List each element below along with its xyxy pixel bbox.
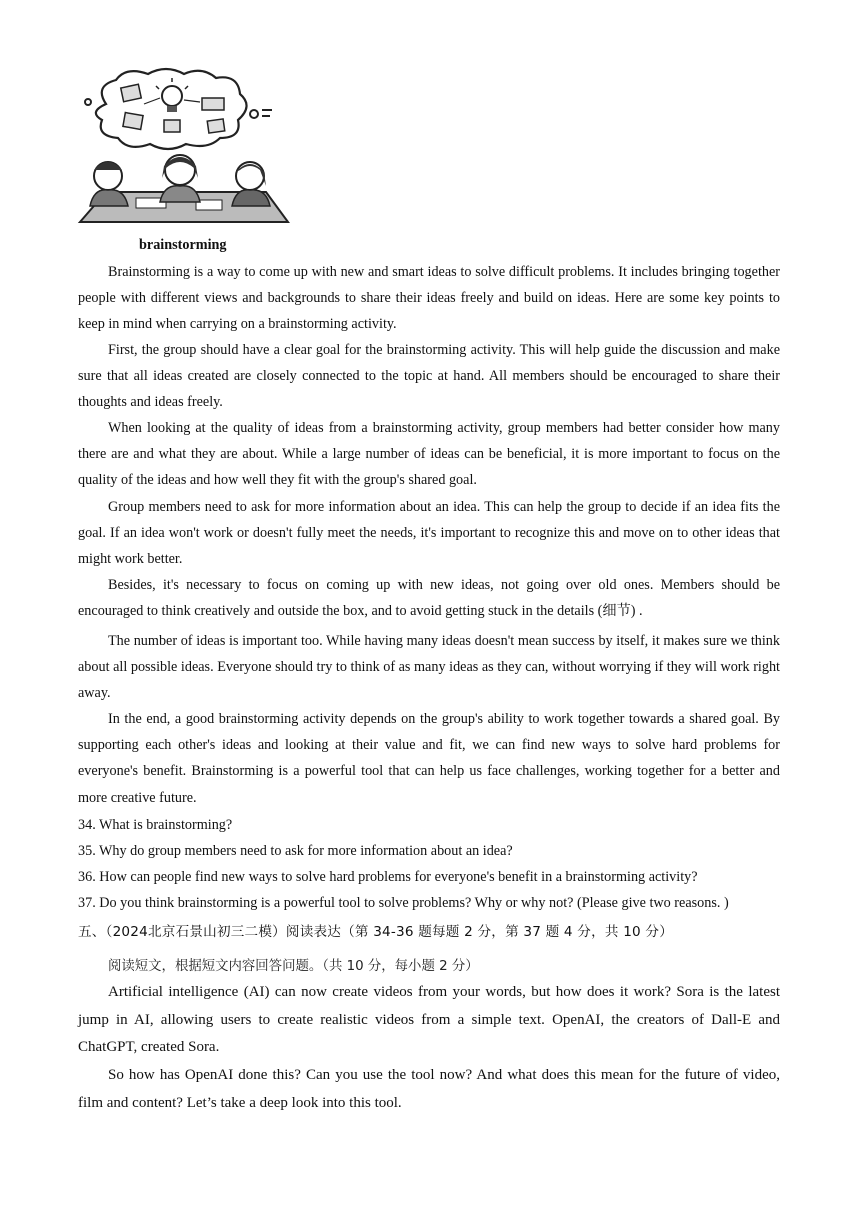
paragraph-conclusion: In the end, a good brainstorming activity depends on the group's ability to work together towards a shared goal. By supporting each other's ideas and looking at their value and fit, we can find new ways to solve hard problems for everyone's benefit. Brainstorming is a powerful tool that can help us face challenges, working together for a better and more creative future.: [78, 711, 780, 806]
brainstorming-illustration: [76, 64, 290, 226]
paragraph-goal: First, the group should have a clear goal for the brainstorming activity. This will help guide the discussion and make sure that all ideas created are closely connected to the topic at hand. All members should be encouraged to share their thoughts and ideas freely.: [78, 342, 780, 411]
section-instruction: 阅读短文，根据短文内容回答问题。（共 10 分，每小题 2 分）: [108, 959, 479, 974]
paragraph-intro: Brainstorming is a way to come up with new and smart ideas to solve difficult problems. It includes bringing together people with different views and backgrounds to share their ideas freely and build on ideas. Here are some key points to keep in mind when carrying on a brainstorming activity.: [78, 264, 780, 333]
paragraph-sora-questions: So how has OpenAI done this? Can you use the tool now? And what does this mean for the future of video, film and content? Let’s take a deep look into this tool.: [78, 1067, 780, 1111]
section-heading: 五、（2024北京石景山初三二模）阅读表达（第 34-36 题每题 2 分，第 37 题 4 分，共 10 分）: [78, 924, 674, 940]
question-35: 35. Why do group members need to ask for more information about an idea?: [78, 843, 513, 859]
question-36: 36. How can people find new ways to solve hard problems for everyone's benefit in a brainstorming activity?: [78, 869, 698, 885]
question-37: 37. Do you think brainstorming is a powerful tool to solve problems? Why or why not? (Please give two reasons. ): [78, 895, 729, 911]
paragraph-sora-intro: Artificial intelligence (AI) can now create videos from your words, but how does it work? Sora is the latest jump in AI, allowing users to create realistic videos from a simple text. OpenAI, the creators of Dall-E and ChatGPT, created Sora.: [78, 984, 780, 1055]
question-34: 34. What is brainstorming?: [78, 817, 233, 833]
paragraph-number: The number of ideas is important too. While having many ideas doesn't mean success by itself, it makes sure we think about all possible ideas. Everyone should try to think of as many ideas as they can, without worrying if they will work right away.: [78, 633, 780, 702]
paragraph-new-ideas: Besides, it's necessary to focus on coming up with new ideas, not going over old ones. Members should be encouraged to think creatively and outside the box, and to avoid getting stuck in the details (细节) .: [78, 577, 780, 620]
paragraph-information: Group members need to ask for more information about an idea. This can help the group to decide if an idea fits the goal. If an idea won't work or doesn't fully meet the needs, it's important to recognize this and move on to other ideas that might work better.: [78, 499, 780, 568]
paragraph-quality: When looking at the quality of ideas from a brainstorming activity, group members had better consider how many there are and what they are about. While a large number of ideas can be beneficial, it is more important to focus on the quality of the ideas and how well they fit with the group's shared goal.: [78, 420, 780, 489]
image-caption: brainstorming: [139, 237, 227, 253]
